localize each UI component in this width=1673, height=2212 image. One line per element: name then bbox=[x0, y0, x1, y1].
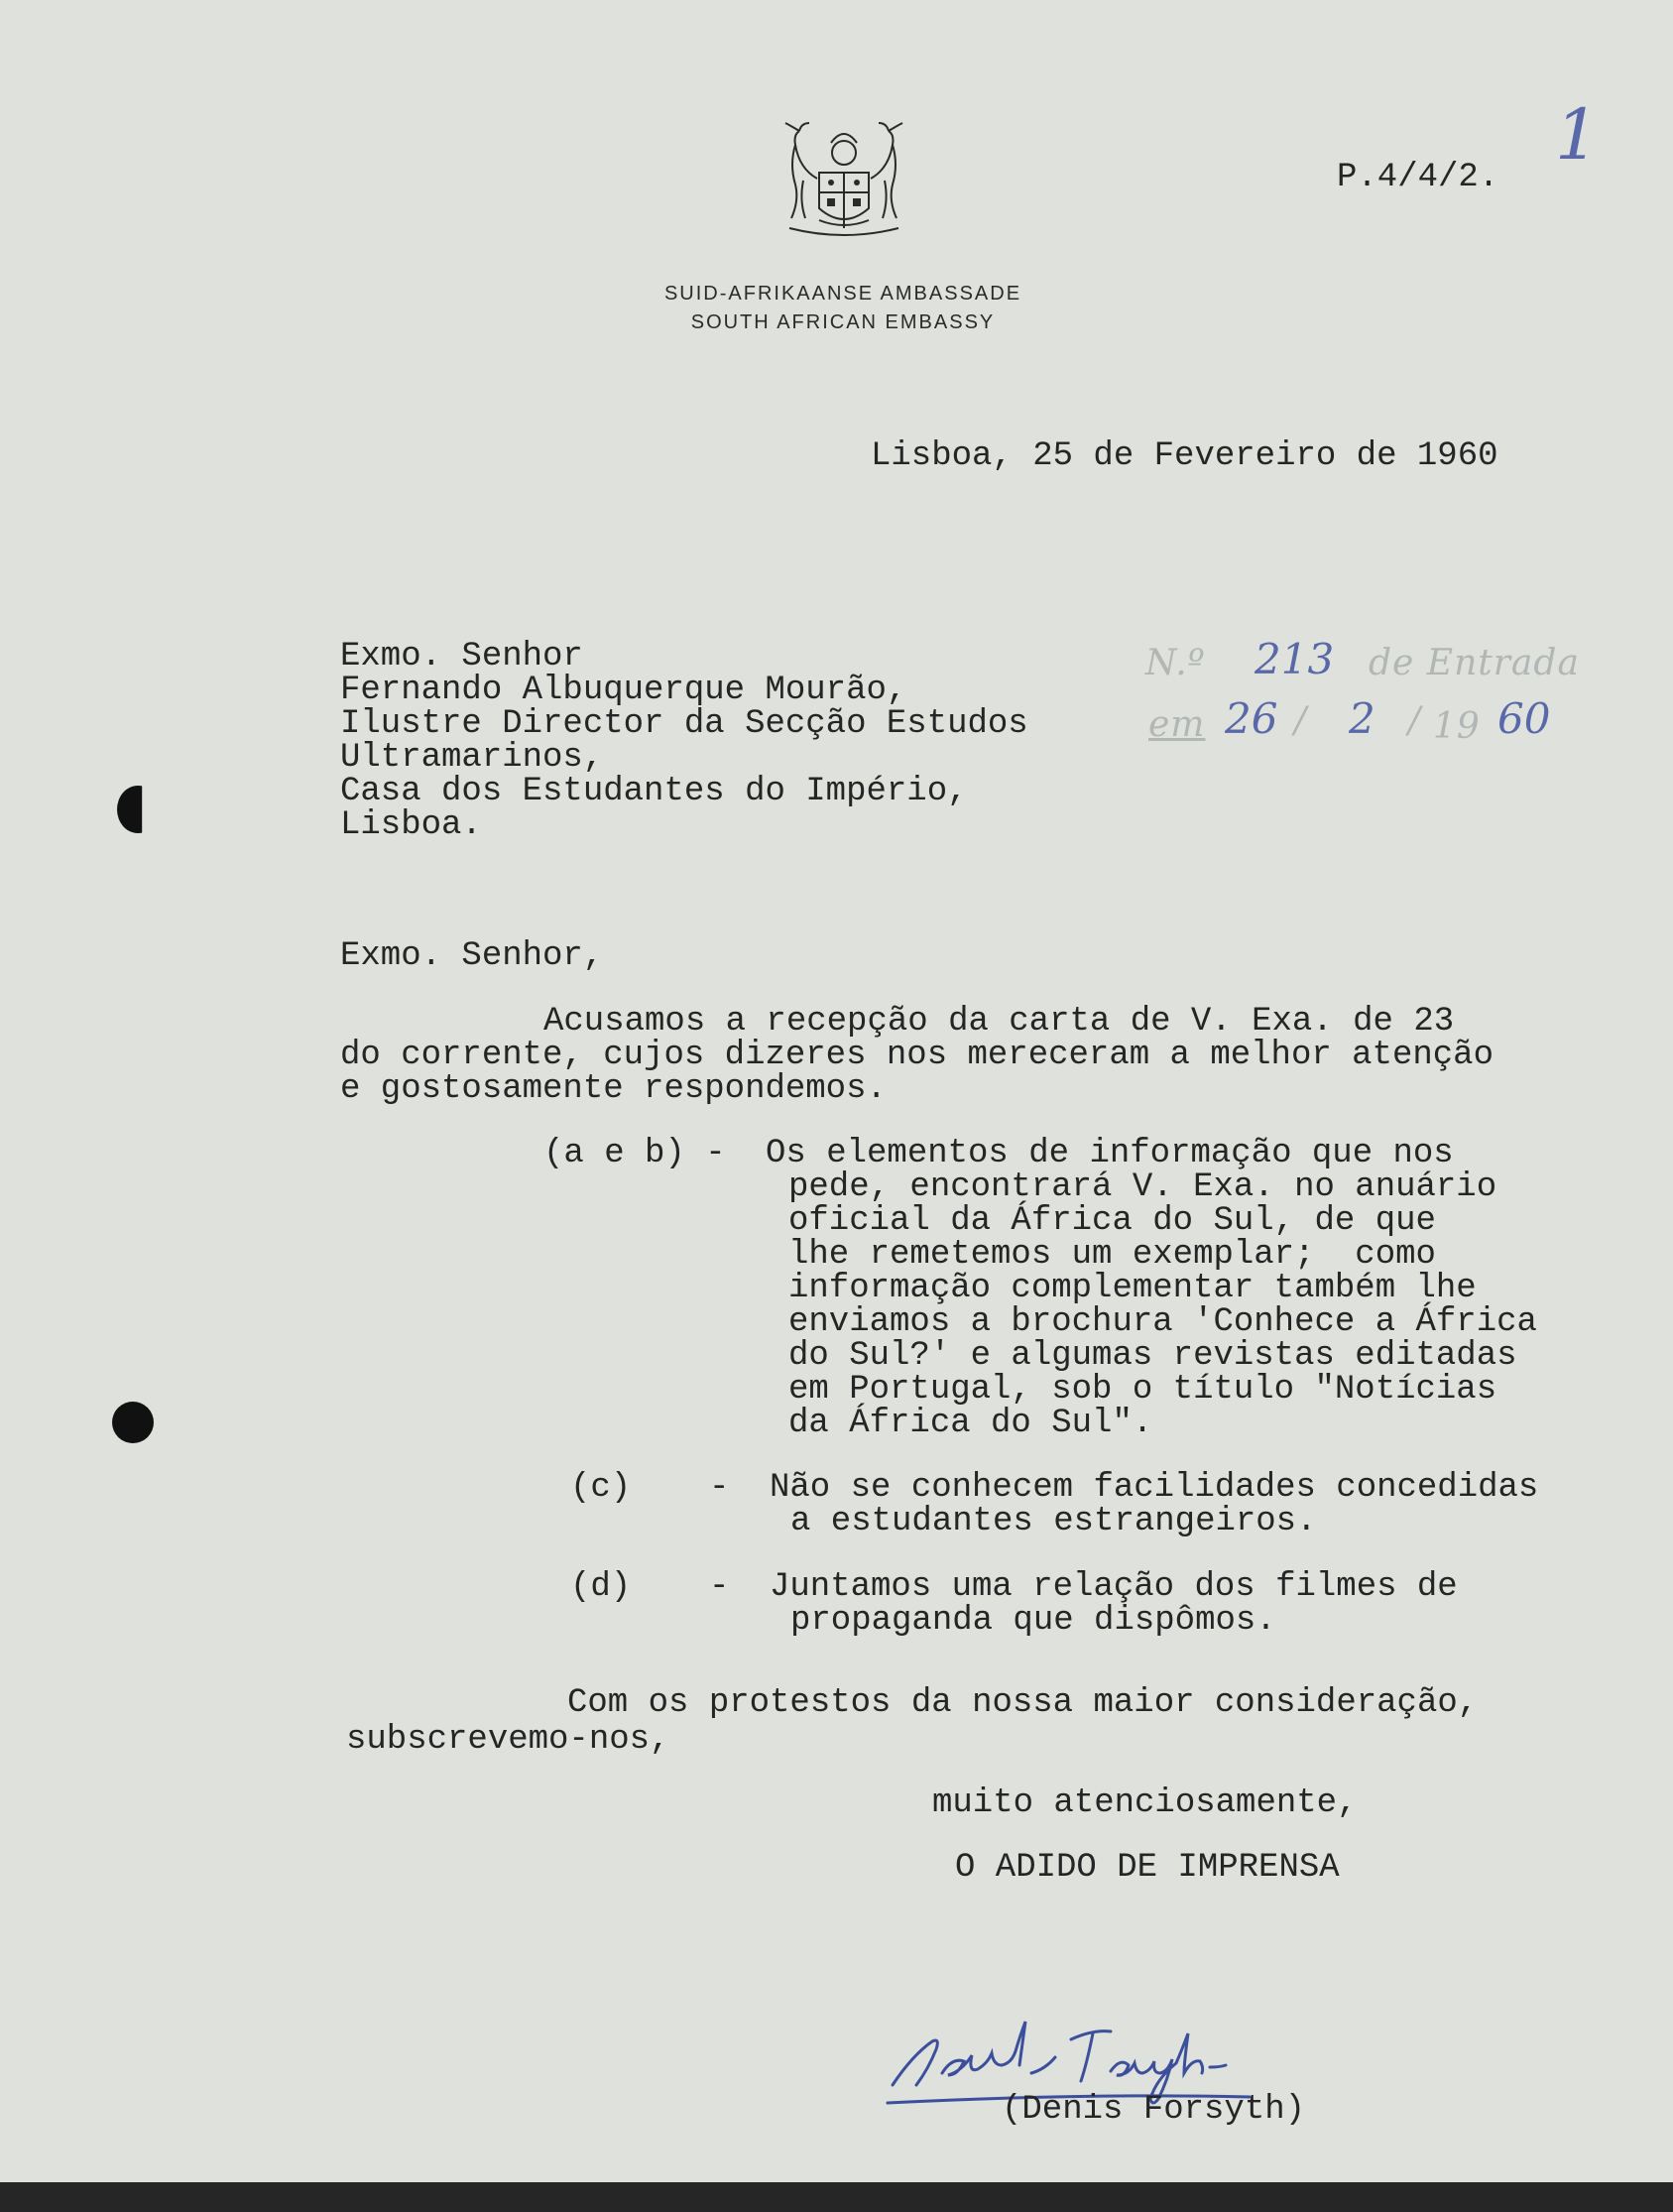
punch-hole-bottom bbox=[112, 1402, 154, 1443]
paragraph-line: do corrente, cujos dizeres nos mereceram a melhor atenção bbox=[340, 1037, 1494, 1074]
closing-line: subscrevemo-nos, bbox=[346, 1721, 670, 1759]
address-line: Exmo. Senhor bbox=[340, 638, 583, 676]
item-line: da África do Sul". bbox=[788, 1405, 1153, 1442]
stamp-month: 2 bbox=[1349, 694, 1375, 743]
reference-number: P.4/4/2. bbox=[1337, 159, 1499, 196]
item-line: informação complementar também lhe bbox=[788, 1270, 1477, 1307]
stamp-entry-label: de Entrada bbox=[1369, 643, 1580, 683]
item-line: enviamos a brochura 'Conhece a África bbox=[788, 1303, 1537, 1341]
embassy-name-afrikaans: SUID-AFRIKAANSE AMBASSADE bbox=[663, 283, 1022, 305]
stamp-day: 26 bbox=[1225, 694, 1278, 743]
scan-bottom-border bbox=[0, 2182, 1673, 2212]
signatory-title: O ADIDO DE IMPRENSA bbox=[955, 1849, 1340, 1887]
item-line: Os elementos de informação que nos bbox=[766, 1135, 1454, 1172]
item-line: do Sul?' e algumas revistas editadas bbox=[788, 1337, 1517, 1375]
address-line: Ultramarinos, bbox=[340, 739, 604, 777]
paragraph-line: Acusamos a recepção da carta de V. Exa. de 23 bbox=[543, 1003, 1455, 1041]
stamp-separator: / bbox=[1408, 700, 1422, 741]
stamp-entry-number: 213 bbox=[1255, 635, 1335, 683]
stamp-year-prefix: 19 bbox=[1433, 706, 1481, 747]
stamp-year: 60 bbox=[1497, 694, 1551, 743]
item-dash: - bbox=[709, 1469, 730, 1507]
item-line: em Portugal, sob o título "Notícias bbox=[788, 1371, 1497, 1409]
address-line: Fernando Albuquerque Mourão, bbox=[340, 672, 907, 709]
stamp-prefix: N.º bbox=[1145, 643, 1206, 683]
salutation: Exmo. Senhor, bbox=[340, 937, 604, 975]
address-line: Ilustre Director da Secção Estudos bbox=[340, 705, 1028, 743]
item-line: pede, encontrará V. Exa. no anuário bbox=[788, 1168, 1497, 1206]
item-line: lhe remetemos um exemplar; como bbox=[788, 1236, 1436, 1274]
embassy-name-english: SOUTH AFRICAN EMBASSY bbox=[690, 311, 996, 333]
item-label: (a e b) - bbox=[543, 1135, 726, 1172]
item-line: propaganda que dispômos. bbox=[790, 1602, 1276, 1640]
coat-of-arms-emblem bbox=[760, 121, 928, 238]
signatory-name: (Denis Forsyth) bbox=[1002, 2091, 1306, 2129]
valediction: muito atenciosamente, bbox=[932, 1784, 1358, 1822]
stamp-date-prefix: em bbox=[1148, 704, 1206, 745]
item-label: (c) bbox=[570, 1469, 632, 1507]
punch-hole-top bbox=[117, 786, 159, 833]
address-line: Lisboa. bbox=[340, 806, 482, 844]
item-label: (d) bbox=[570, 1568, 632, 1606]
item-line: Não se conhecem facilidades concedidas bbox=[770, 1469, 1539, 1507]
item-line: Juntamos uma relação dos filmes de bbox=[770, 1568, 1458, 1606]
closing-line: Com os protestos da nossa maior consideração, bbox=[567, 1684, 1479, 1722]
item-dash: - bbox=[709, 1568, 730, 1606]
paragraph-line: e gostosamente respondemos. bbox=[340, 1070, 887, 1108]
item-line: a estudantes estrangeiros. bbox=[790, 1503, 1317, 1540]
address-line: Casa dos Estudantes do Império, bbox=[340, 773, 968, 810]
handwritten-page-number: 1 bbox=[1555, 94, 1600, 176]
date-line: Lisboa, 25 de Fevereiro de 1960 bbox=[871, 437, 1498, 475]
item-line: oficial da África do Sul, de que bbox=[788, 1202, 1436, 1240]
stamp-separator: / bbox=[1294, 700, 1308, 741]
